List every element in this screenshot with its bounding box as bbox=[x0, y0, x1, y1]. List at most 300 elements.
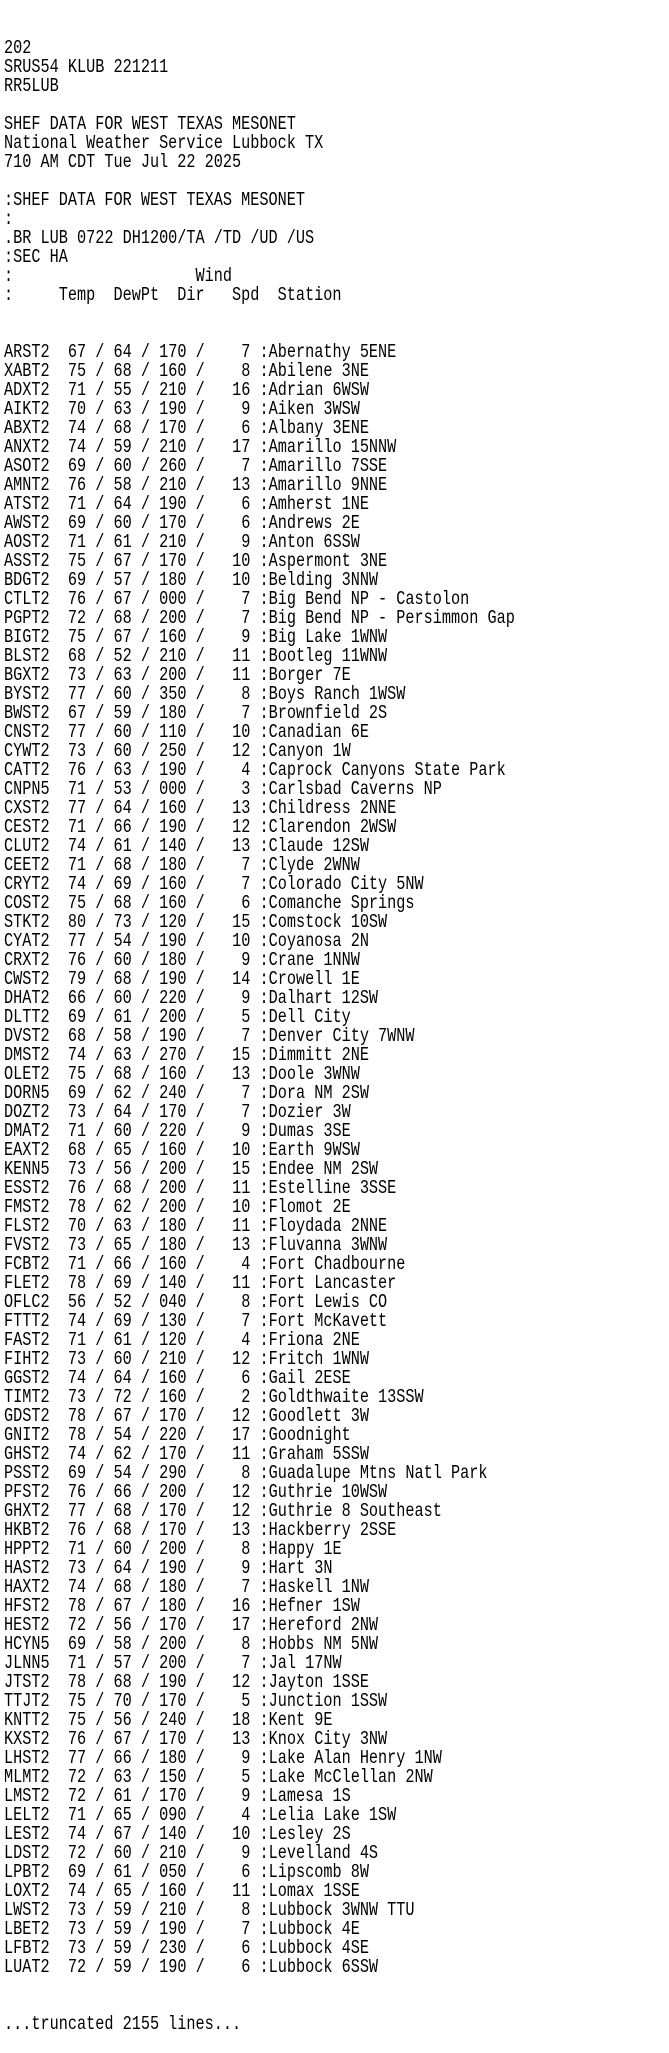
wind-dir-value: 200 bbox=[159, 1177, 187, 1199]
station-name: Belding 3NNW bbox=[268, 569, 379, 591]
station-row: CXST2 77 / 64 / 160 / 13 :Childress 2NNE bbox=[4, 797, 397, 819]
wind-speed-value: 11 bbox=[232, 645, 251, 667]
wind-speed-value: 13 bbox=[232, 1234, 251, 1256]
station-name: Anton 6SSW bbox=[268, 531, 360, 553]
station-name: Estelline 3SSE bbox=[268, 1177, 397, 1199]
station-row: CYWT2 73 / 60 / 250 / 12 :Canyon 1W bbox=[4, 740, 351, 762]
dewpoint-value: 66 bbox=[113, 816, 132, 838]
wind-speed-value: 7 bbox=[241, 607, 251, 629]
wind-dir-value: 210 bbox=[159, 1899, 187, 1921]
station-name: Brownfield 2S bbox=[268, 702, 388, 724]
station-name: Flomot 2E bbox=[268, 1196, 351, 1218]
station-id: CYAT2 bbox=[4, 930, 50, 952]
wind-speed-value: 12 bbox=[232, 1500, 251, 1522]
station-id: CNST2 bbox=[4, 721, 50, 743]
wind-dir-value: 200 bbox=[159, 1158, 187, 1180]
dewpoint-value: 69 bbox=[113, 1310, 132, 1332]
station-id: KXST2 bbox=[4, 1728, 50, 1750]
wind-dir-value: 160 bbox=[159, 1063, 187, 1085]
wind-speed-value: 5 bbox=[241, 1690, 251, 1712]
station-row: CNPN5 71 / 53 / 000 / 3 :Carlsbad Caverns NP bbox=[4, 778, 442, 800]
station-row: KNTT2 75 / 56 / 240 / 18 :Kent 9E bbox=[4, 1709, 333, 1731]
station-name: Guadalupe Mtns Natl Park bbox=[268, 1462, 488, 1484]
wind-speed-value: 13 bbox=[232, 1063, 251, 1085]
wind-dir-value: 000 bbox=[159, 588, 187, 610]
dewpoint-value: 60 bbox=[113, 740, 132, 762]
station-row: GGST2 74 / 64 / 160 / 6 :Gail 2ESE bbox=[4, 1367, 351, 1389]
station-id: BIGT2 bbox=[4, 626, 50, 648]
wind-speed-value: 9 bbox=[241, 531, 251, 553]
station-id: KNTT2 bbox=[4, 1709, 50, 1731]
dewpoint-value: 60 bbox=[113, 721, 132, 743]
station-id: HAST2 bbox=[4, 1557, 50, 1579]
station-row: AWST2 69 / 60 / 170 / 6 :Andrews 2E bbox=[4, 512, 360, 534]
wind-dir-value: 170 bbox=[159, 1690, 187, 1712]
station-row: LWST2 73 / 59 / 210 / 8 :Lubbock 3WNW TTU bbox=[4, 1899, 415, 1921]
station-row: ADXT2 71 / 55 / 210 / 16 :Adrian 6WSW bbox=[4, 379, 369, 401]
wind-speed-value: 15 bbox=[232, 1158, 251, 1180]
station-row: DMAT2 71 / 60 / 220 / 9 :Dumas 3SE bbox=[4, 1120, 351, 1142]
dewpoint-value: 69 bbox=[113, 873, 132, 895]
wind-dir-value: 170 bbox=[159, 1443, 187, 1465]
wind-speed-value: 11 bbox=[232, 664, 251, 686]
dewpoint-value: 61 bbox=[113, 1785, 132, 1807]
wind-dir-value: 040 bbox=[159, 1291, 187, 1313]
wind-dir-value: 190 bbox=[159, 930, 187, 952]
wind-dir-value: 350 bbox=[159, 683, 187, 705]
message-number: 202 bbox=[4, 37, 32, 59]
dewpoint-value: 59 bbox=[113, 1918, 132, 1940]
station-id: LELT2 bbox=[4, 1804, 50, 1826]
wind-speed-value: 15 bbox=[232, 1044, 251, 1066]
wind-dir-value: 190 bbox=[159, 1956, 187, 1978]
station-name: Lake McClellan 2NW bbox=[268, 1766, 433, 1788]
station-name: Lubbock 3WNW TTU bbox=[268, 1899, 415, 1921]
dewpoint-value: 69 bbox=[113, 1272, 132, 1294]
station-row: DVST2 68 / 58 / 190 / 7 :Denver City 7WNW bbox=[4, 1025, 415, 1047]
temp-value: 74 bbox=[67, 436, 87, 458]
wind-dir-value: 190 bbox=[159, 1671, 187, 1693]
temp-value: 78 bbox=[67, 1405, 87, 1427]
dewpoint-value: 68 bbox=[113, 1500, 132, 1522]
wind-dir-value: 050 bbox=[159, 1861, 187, 1883]
awips-id: RR5LUB bbox=[4, 75, 59, 97]
temp-value: 77 bbox=[67, 683, 87, 705]
temp-value: 75 bbox=[67, 1690, 87, 1712]
dewpoint-value: 64 bbox=[113, 1101, 132, 1123]
dewpoint-value: 59 bbox=[113, 1899, 132, 1921]
station-name: Colorado City 5NW bbox=[268, 873, 424, 895]
wind-dir-value: 180 bbox=[159, 854, 187, 876]
wind-dir-value: 190 bbox=[159, 759, 187, 781]
wind-speed-value: 9 bbox=[241, 1785, 251, 1807]
temp-value: 75 bbox=[67, 1063, 87, 1085]
shef-br-line: .BR LUB 0722 DH1200/TA /TD /UD /US bbox=[4, 227, 315, 249]
station-id: GDST2 bbox=[4, 1405, 50, 1427]
station-id: MLMT2 bbox=[4, 1766, 50, 1788]
station-name: Adrian 6WSW bbox=[268, 379, 369, 401]
temp-value: 69 bbox=[67, 1861, 87, 1883]
shef-comment-blank: : bbox=[4, 208, 14, 230]
dewpoint-value: 59 bbox=[113, 1937, 132, 1959]
station-name: Dimmitt 2NE bbox=[268, 1044, 369, 1066]
temp-value: 72 bbox=[67, 1766, 87, 1788]
station-row: KENN5 73 / 56 / 200 / 15 :Endee NM 2SW bbox=[4, 1158, 379, 1180]
wind-speed-value: 6 bbox=[241, 892, 251, 914]
temp-value: 75 bbox=[67, 360, 87, 382]
station-row: CLUT2 74 / 61 / 140 / 13 :Claude 12SW bbox=[4, 835, 369, 857]
station-id: JLNN5 bbox=[4, 1652, 50, 1674]
wind-speed-value: 13 bbox=[232, 835, 251, 857]
dewpoint-value: 66 bbox=[113, 1747, 132, 1769]
dewpoint-value: 60 bbox=[113, 987, 132, 1009]
station-name: Endee NM 2SW bbox=[268, 1158, 379, 1180]
wind-speed-value: 9 bbox=[241, 398, 251, 420]
station-id: LPBT2 bbox=[4, 1861, 50, 1883]
station-row: ANXT2 74 / 59 / 210 / 17 :Amarillo 15NNW bbox=[4, 436, 397, 458]
dewpoint-value: 54 bbox=[113, 1424, 132, 1446]
station-row: HEST2 72 / 56 / 170 / 17 :Hereford 2NW bbox=[4, 1614, 379, 1636]
station-row: HAST2 73 / 64 / 190 / 9 :Hart 3N bbox=[4, 1557, 333, 1579]
station-id: LDST2 bbox=[4, 1842, 50, 1864]
station-name: Hackberry 2SSE bbox=[268, 1519, 397, 1541]
wind-speed-value: 9 bbox=[241, 1120, 251, 1142]
wind-speed-value: 9 bbox=[241, 626, 251, 648]
wind-speed-value: 8 bbox=[241, 1462, 251, 1484]
station-id: DLTT2 bbox=[4, 1006, 50, 1028]
temp-value: 78 bbox=[67, 1671, 87, 1693]
station-id: HPPT2 bbox=[4, 1538, 50, 1560]
dewpoint-value: 61 bbox=[113, 1861, 132, 1883]
wind-dir-value: 220 bbox=[159, 987, 187, 1009]
station-name: Lubbock 6SSW bbox=[268, 1956, 379, 1978]
dewpoint-value: 56 bbox=[113, 1158, 132, 1180]
station-name: Amarillo 9NNE bbox=[268, 474, 388, 496]
temp-value: 71 bbox=[67, 854, 87, 876]
dewpoint-value: 60 bbox=[113, 949, 132, 971]
wind-dir-value: 180 bbox=[159, 569, 187, 591]
station-row: TIMT2 73 / 72 / 160 / 2 :Goldthwaite 13SSW bbox=[4, 1386, 424, 1408]
station-row: BGXT2 73 / 63 / 200 / 11 :Borger 7E bbox=[4, 664, 351, 686]
dewpoint-value: 66 bbox=[113, 1253, 132, 1275]
station-row: ASOT2 69 / 60 / 260 / 7 :Amarillo 7SSE bbox=[4, 455, 388, 477]
station-id: FLET2 bbox=[4, 1272, 50, 1294]
wind-dir-value: 190 bbox=[159, 968, 187, 990]
station-row: EAXT2 68 / 65 / 160 / 10 :Earth 9WSW bbox=[4, 1139, 360, 1161]
wind-speed-value: 5 bbox=[241, 1766, 251, 1788]
station-id: BWST2 bbox=[4, 702, 50, 724]
temp-value: 71 bbox=[67, 1538, 87, 1560]
station-row: HFST2 78 / 67 / 180 / 16 :Hefner 1SW bbox=[4, 1595, 360, 1617]
wind-speed-value: 8 bbox=[241, 360, 251, 382]
dewpoint-value: 55 bbox=[113, 379, 132, 401]
wind-speed-value: 12 bbox=[232, 740, 251, 762]
wind-dir-value: 120 bbox=[159, 911, 187, 933]
station-row: JTST2 78 / 68 / 190 / 12 :Jayton 1SSE bbox=[4, 1671, 369, 1693]
station-row: DMST2 74 / 63 / 270 / 15 :Dimmitt 2NE bbox=[4, 1044, 369, 1066]
dewpoint-value: 68 bbox=[113, 1177, 132, 1199]
dewpoint-value: 61 bbox=[113, 531, 132, 553]
dewpoint-value: 68 bbox=[113, 1671, 132, 1693]
station-name: Fritch 1WNW bbox=[268, 1348, 369, 1370]
station-id: HFST2 bbox=[4, 1595, 50, 1617]
station-row: CRXT2 76 / 60 / 180 / 9 :Crane 1NNW bbox=[4, 949, 360, 971]
station-id: ATST2 bbox=[4, 493, 50, 515]
station-name: Hereford 2NW bbox=[268, 1614, 379, 1636]
station-name: Goodlett 3W bbox=[268, 1405, 369, 1427]
wind-speed-value: 16 bbox=[232, 379, 251, 401]
dewpoint-value: 68 bbox=[113, 968, 132, 990]
station-name: Guthrie 8 Southeast bbox=[268, 1500, 442, 1522]
dewpoint-value: 67 bbox=[113, 1728, 132, 1750]
station-id: LWST2 bbox=[4, 1899, 50, 1921]
station-id: GNIT2 bbox=[4, 1424, 50, 1446]
wind-dir-value: 130 bbox=[159, 1310, 187, 1332]
station-row: ATST2 71 / 64 / 190 / 6 :Amherst 1NE bbox=[4, 493, 369, 515]
wind-dir-value: 170 bbox=[159, 1519, 187, 1541]
temp-value: 69 bbox=[67, 512, 87, 534]
station-name: Friona 2NE bbox=[268, 1329, 360, 1351]
dewpoint-value: 60 bbox=[113, 1120, 132, 1142]
station-row: DHAT2 66 / 60 / 220 / 9 :Dalhart 12SW bbox=[4, 987, 379, 1009]
station-row: HAXT2 74 / 68 / 180 / 7 :Haskell 1NW bbox=[4, 1576, 369, 1598]
temp-value: 69 bbox=[67, 1082, 87, 1104]
station-name: Dell City bbox=[268, 1006, 351, 1028]
station-row: CWST2 79 / 68 / 190 / 14 :Crowell 1E bbox=[4, 968, 360, 990]
station-id: CATT2 bbox=[4, 759, 50, 781]
wind-dir-value: 170 bbox=[159, 1785, 187, 1807]
wind-dir-value: 170 bbox=[159, 1614, 187, 1636]
wind-dir-value: 170 bbox=[159, 1728, 187, 1750]
wind-dir-value: 170 bbox=[159, 417, 187, 439]
temp-value: 76 bbox=[67, 1519, 87, 1541]
dewpoint-value: 68 bbox=[113, 607, 132, 629]
station-row: JLNN5 71 / 57 / 200 / 7 :Jal 17NW bbox=[4, 1652, 342, 1674]
station-id: HKBT2 bbox=[4, 1519, 50, 1541]
wind-dir-value: 240 bbox=[159, 1082, 187, 1104]
station-id: CEET2 bbox=[4, 854, 50, 876]
temp-value: 73 bbox=[67, 1557, 87, 1579]
wind-dir-value: 290 bbox=[159, 1462, 187, 1484]
column-header-wind: : Wind bbox=[4, 265, 233, 287]
dewpoint-value: 73 bbox=[113, 911, 132, 933]
wind-speed-value: 13 bbox=[232, 474, 251, 496]
wind-speed-value: 9 bbox=[241, 1747, 251, 1769]
dewpoint-value: 70 bbox=[113, 1690, 132, 1712]
wind-speed-value: 7 bbox=[241, 873, 251, 895]
wind-dir-value: 140 bbox=[159, 1823, 187, 1845]
wind-speed-value: 9 bbox=[241, 1842, 251, 1864]
wind-speed-value: 4 bbox=[241, 1804, 251, 1826]
temp-value: 79 bbox=[67, 968, 87, 990]
station-id: LUAT2 bbox=[4, 1956, 50, 1978]
station-name: Levelland 4S bbox=[268, 1842, 379, 1864]
station-row: BWST2 67 / 59 / 180 / 7 :Brownfield 2S bbox=[4, 702, 388, 724]
wind-speed-value: 7 bbox=[241, 588, 251, 610]
station-name: Graham 5SSW bbox=[268, 1443, 369, 1465]
station-id: FVST2 bbox=[4, 1234, 50, 1256]
station-name: Jal 17NW bbox=[268, 1652, 342, 1674]
station-name: Amarillo 15NNW bbox=[268, 436, 397, 458]
issuing-office: National Weather Service Lubbock TX bbox=[4, 132, 324, 154]
temp-value: 73 bbox=[67, 740, 87, 762]
station-name: Childress 2NNE bbox=[268, 797, 397, 819]
station-id: JTST2 bbox=[4, 1671, 50, 1693]
station-id: TIMT2 bbox=[4, 1386, 50, 1408]
station-row: BIGT2 75 / 67 / 160 / 9 :Big Lake 1WNW bbox=[4, 626, 388, 648]
wind-speed-value: 7 bbox=[241, 1918, 251, 1940]
wind-speed-value: 8 bbox=[241, 1291, 251, 1313]
temp-value: 80 bbox=[67, 911, 87, 933]
temp-value: 68 bbox=[67, 1139, 87, 1161]
temp-value: 72 bbox=[67, 1956, 87, 1978]
station-row: LELT2 71 / 65 / 090 / 4 :Lelia Lake 1SW bbox=[4, 1804, 397, 1826]
dewpoint-value: 60 bbox=[113, 512, 132, 534]
wind-speed-value: 6 bbox=[241, 1956, 251, 1978]
wind-speed-value: 7 bbox=[241, 1025, 251, 1047]
station-id: FAST2 bbox=[4, 1329, 50, 1351]
temp-value: 76 bbox=[67, 1481, 87, 1503]
wind-dir-value: 140 bbox=[159, 1272, 187, 1294]
temp-value: 74 bbox=[67, 1367, 87, 1389]
dewpoint-value: 67 bbox=[113, 626, 132, 648]
wind-speed-value: 11 bbox=[232, 1215, 251, 1237]
station-name: Clyde 2WNW bbox=[268, 854, 360, 876]
wind-dir-value: 120 bbox=[159, 1329, 187, 1351]
wind-dir-value: 180 bbox=[159, 949, 187, 971]
dewpoint-value: 59 bbox=[113, 702, 132, 724]
station-id: LHST2 bbox=[4, 1747, 50, 1769]
wind-dir-value: 200 bbox=[159, 1633, 187, 1655]
column-header-labels: : Temp DewPt Dir Spd Station bbox=[4, 284, 342, 306]
station-id: DMAT2 bbox=[4, 1120, 50, 1142]
station-row: KXST2 76 / 67 / 170 / 13 :Knox City 3NW bbox=[4, 1728, 388, 1750]
wind-dir-value: 270 bbox=[159, 1044, 187, 1066]
temp-value: 76 bbox=[67, 949, 87, 971]
station-id: HAXT2 bbox=[4, 1576, 50, 1598]
wind-dir-value: 220 bbox=[159, 1424, 187, 1446]
station-id: CRYT2 bbox=[4, 873, 50, 895]
wind-speed-value: 7 bbox=[241, 702, 251, 724]
dewpoint-value: 65 bbox=[113, 1234, 132, 1256]
wind-dir-value: 160 bbox=[159, 797, 187, 819]
dewpoint-value: 60 bbox=[113, 1538, 132, 1560]
wind-speed-value: 6 bbox=[241, 512, 251, 534]
station-name: Comanche Springs bbox=[268, 892, 415, 914]
temp-value: 72 bbox=[67, 607, 87, 629]
dewpoint-value: 72 bbox=[113, 1386, 132, 1408]
station-name: Denver City 7WNW bbox=[268, 1025, 415, 1047]
station-row: AMNT2 76 / 58 / 210 / 13 :Amarillo 9NNE bbox=[4, 474, 388, 496]
report-header bbox=[4, 39, 536, 305]
temp-value: 69 bbox=[67, 1006, 87, 1028]
wind-speed-value: 8 bbox=[241, 1899, 251, 1921]
temp-value: 74 bbox=[67, 1044, 87, 1066]
wind-speed-value: 18 bbox=[232, 1709, 251, 1731]
temp-value: 71 bbox=[67, 1253, 87, 1275]
station-id: DHAT2 bbox=[4, 987, 50, 1009]
temp-value: 70 bbox=[67, 1215, 87, 1237]
wind-dir-value: 180 bbox=[159, 702, 187, 724]
dewpoint-value: 64 bbox=[113, 797, 132, 819]
wind-speed-value: 4 bbox=[241, 1253, 251, 1275]
station-id: LBET2 bbox=[4, 1918, 50, 1940]
station-id: CXST2 bbox=[4, 797, 50, 819]
wind-dir-value: 210 bbox=[159, 474, 187, 496]
station-name: Coyanosa 2N bbox=[268, 930, 369, 952]
station-row: FTTT2 74 / 69 / 130 / 7 :Fort McKavett bbox=[4, 1310, 388, 1332]
temp-value: 76 bbox=[67, 759, 87, 781]
temp-value: 74 bbox=[67, 1576, 87, 1598]
wind-speed-value: 7 bbox=[241, 455, 251, 477]
station-row: ASST2 75 / 67 / 170 / 10 :Aspermont 3NE bbox=[4, 550, 388, 572]
station-id: LOXT2 bbox=[4, 1880, 50, 1902]
station-id: ABXT2 bbox=[4, 417, 50, 439]
wind-dir-value: 160 bbox=[159, 1253, 187, 1275]
wind-speed-value: 15 bbox=[232, 911, 251, 933]
temp-value: 56 bbox=[67, 1291, 87, 1313]
temp-value: 77 bbox=[67, 1747, 87, 1769]
wind-speed-value: 11 bbox=[232, 1443, 251, 1465]
dewpoint-value: 52 bbox=[113, 645, 132, 667]
wind-speed-value: 9 bbox=[241, 949, 251, 971]
station-id: BGXT2 bbox=[4, 664, 50, 686]
station-id: LEST2 bbox=[4, 1823, 50, 1845]
dewpoint-value: 63 bbox=[113, 1044, 132, 1066]
station-id: ADXT2 bbox=[4, 379, 50, 401]
station-id: BYST2 bbox=[4, 683, 50, 705]
station-id: DMST2 bbox=[4, 1044, 50, 1066]
station-id: DOZT2 bbox=[4, 1101, 50, 1123]
wind-speed-value: 6 bbox=[241, 1861, 251, 1883]
wind-dir-value: 170 bbox=[159, 550, 187, 572]
station-name: Abilene 3NE bbox=[268, 360, 369, 382]
dewpoint-value: 67 bbox=[113, 1405, 132, 1427]
wind-dir-value: 190 bbox=[159, 493, 187, 515]
wind-speed-value: 12 bbox=[232, 1671, 251, 1693]
wind-speed-value: 11 bbox=[232, 1272, 251, 1294]
wind-speed-value: 10 bbox=[232, 1823, 251, 1845]
station-row: OLET2 75 / 68 / 160 / 13 :Doole 3WNW bbox=[4, 1063, 360, 1085]
wind-speed-value: 10 bbox=[232, 930, 251, 952]
temp-value: 71 bbox=[67, 816, 87, 838]
station-id: CYWT2 bbox=[4, 740, 50, 762]
dewpoint-value: 53 bbox=[113, 778, 132, 800]
dewpoint-value: 65 bbox=[113, 1139, 132, 1161]
station-id: OLET2 bbox=[4, 1063, 50, 1085]
temp-value: 73 bbox=[67, 664, 87, 686]
temp-value: 78 bbox=[67, 1196, 87, 1218]
station-row: LUAT2 72 / 59 / 190 / 6 :Lubbock 6SSW bbox=[4, 1956, 379, 1978]
temp-value: 73 bbox=[67, 1899, 87, 1921]
station-row: FIHT2 73 / 60 / 210 / 12 :Fritch 1WNW bbox=[4, 1348, 369, 1370]
station-row: CEET2 71 / 68 / 180 / 7 :Clyde 2WNW bbox=[4, 854, 360, 876]
wind-dir-value: 190 bbox=[159, 1557, 187, 1579]
station-id: CNPN5 bbox=[4, 778, 50, 800]
wind-speed-value: 8 bbox=[241, 1633, 251, 1655]
wind-dir-value: 230 bbox=[159, 1937, 187, 1959]
wind-dir-value: 160 bbox=[159, 873, 187, 895]
station-id: STKT2 bbox=[4, 911, 50, 933]
wind-speed-value: 11 bbox=[232, 1880, 251, 1902]
wmo-header: SRUS54 KLUB 221211 bbox=[4, 56, 169, 78]
temp-value: 74 bbox=[67, 835, 87, 857]
temp-value: 66 bbox=[67, 987, 87, 1009]
station-id: HEST2 bbox=[4, 1614, 50, 1636]
dewpoint-value: 62 bbox=[113, 1443, 132, 1465]
station-row: CATT2 76 / 63 / 190 / 4 :Caprock Canyons State Park bbox=[4, 759, 506, 781]
wind-speed-value: 12 bbox=[232, 1405, 251, 1427]
